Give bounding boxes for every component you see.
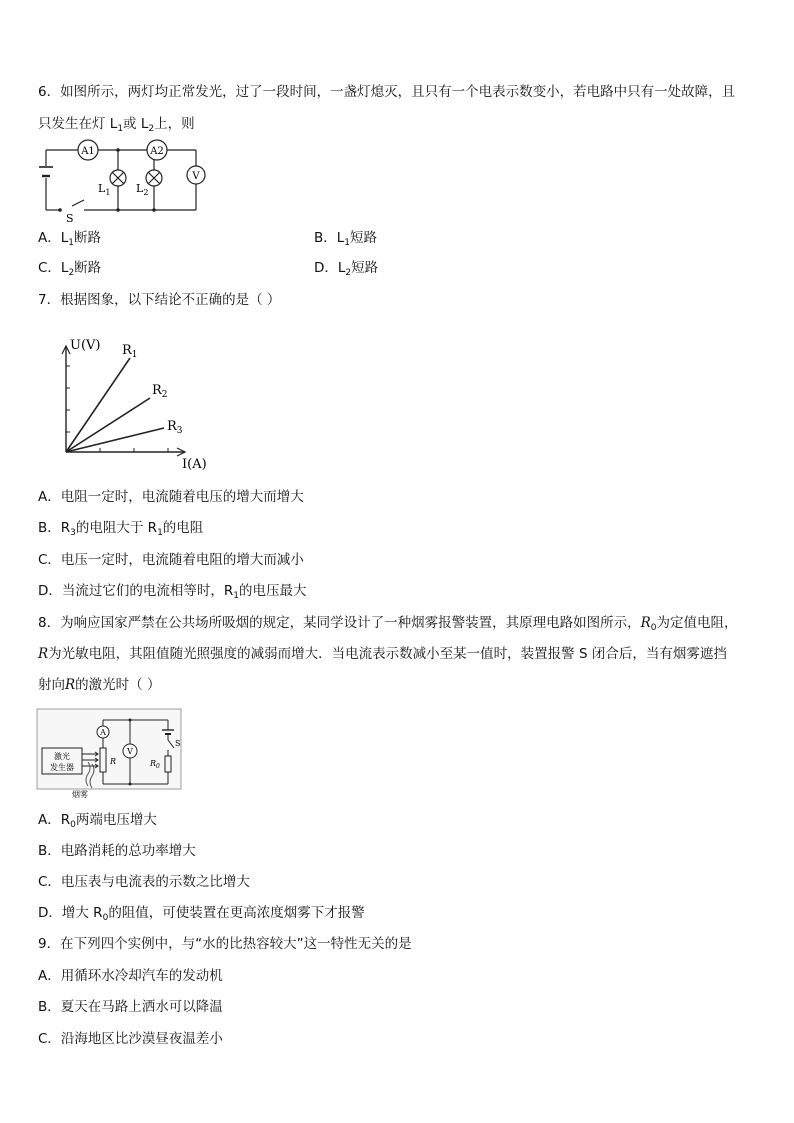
q6-option-b[interactable]: B．$L_1$短路 <box>314 230 378 248</box>
q8-stem-line3: 射向R的激光时（ ） <box>38 677 161 693</box>
q6-fig-l2-label: $L_2$ <box>136 182 149 197</box>
q7-r1-label: $R_1$ <box>122 343 138 360</box>
q8-stem-line2: R为光敏电阻，其阻值随光照强度的减弱而增大．当电流表示数减小至某一值时，装置报警 S 闭合后，当有烟雾遮挡 <box>38 646 727 662</box>
q6-option-c[interactable]: C．$L_2$断路 <box>38 260 102 278</box>
q8-option-b[interactable]: B．电路消耗的总功率增大 <box>38 843 196 859</box>
q9-stem: 9．在下列四个实例中，与“水的比热容较大”这一特性无关的是 <box>38 936 412 952</box>
q8-option-c[interactable]: C．电压表与电流表的示数之比增大 <box>38 874 250 890</box>
q7-option-a[interactable]: A．电阻一定时，电流随着电压的增大而增大 <box>38 489 304 505</box>
q7-r3-label: $R_3$ <box>167 419 183 436</box>
q8-fig-r-label: R <box>110 757 117 766</box>
q8-option-a[interactable]: A．$R_0$两端电压增大 <box>38 812 157 830</box>
q7-xlabel: I(A) <box>182 457 207 472</box>
q7-option-c[interactable]: C．电压一定时，电流随着电阻的增大而减小 <box>38 552 304 568</box>
q6-option-d[interactable]: D．$L_2$短路 <box>314 260 379 278</box>
q9-option-b[interactable]: B．夏天在马路上洒水可以降温 <box>38 999 223 1015</box>
q9-option-c[interactable]: C．沿海地区比沙漠昼夜温差小 <box>38 1031 223 1047</box>
q8-fig-laser-line1: 激光 <box>54 752 70 761</box>
q7-r2-label: $R_2$ <box>152 383 168 400</box>
q8-stem-line1: 8．为响应国家严禁在公共场所吸烟的规定，某同学设计了一种烟雾报警装置，其原理电路如图所示，$R_0$为定值电阻， <box>38 615 738 633</box>
q7-option-b[interactable]: B．$R_3$的电阻大于 $R_1$的电阻 <box>38 520 204 538</box>
q7-stem: 7．根据图象，以下结论不正确的是（ ） <box>38 292 281 308</box>
q8-fig-laser-line2: 发生器 <box>50 763 74 772</box>
q6-fig-s-label: S <box>66 212 74 224</box>
q7-ui-graph <box>50 332 215 474</box>
q8-option-d[interactable]: D．增大 $R_0$的阻值，可使装置在更高浓度烟雾下才报警 <box>38 905 365 923</box>
q8-fig-v-label: V <box>127 747 133 756</box>
q7-line-r2 <box>66 398 150 452</box>
q6-circuit-diagram <box>36 138 216 224</box>
q7-ylabel: U(V) <box>70 338 101 353</box>
q6-fig-a2-label: A2 <box>150 146 164 157</box>
q8-fig-smoke-label: 烟雾 <box>72 790 88 798</box>
q6-fig-a1-label: A1 <box>81 146 95 157</box>
q6-fig-v-label: V <box>192 171 200 182</box>
q9-option-a[interactable]: A．用循环水冷却汽车的发动机 <box>38 968 223 984</box>
q6-stem-line2: 只发生在灯 $L_1$或 $L_2$上，则 <box>38 116 195 134</box>
q8-circuit-diagram <box>36 708 182 798</box>
q8-fig-a-label: A <box>100 728 106 737</box>
q8-fig-r0-label: $R_0$ <box>150 759 160 770</box>
q7-option-d[interactable]: D．当流过它们的电流相等时，$R_1$的电压最大 <box>38 583 307 601</box>
q6-stem-line1: 6．如图所示，两灯均正常发光，过了一段时间，一盏灯熄灭，且只有一个电表示数变小，若电路中只有一处故障，且 <box>38 84 736 100</box>
q6-fig-l1-label: $L_1$ <box>98 182 111 197</box>
q8-fig-s-label: S <box>175 739 181 748</box>
q6-option-a[interactable]: A．$L_1$断路 <box>38 230 101 248</box>
